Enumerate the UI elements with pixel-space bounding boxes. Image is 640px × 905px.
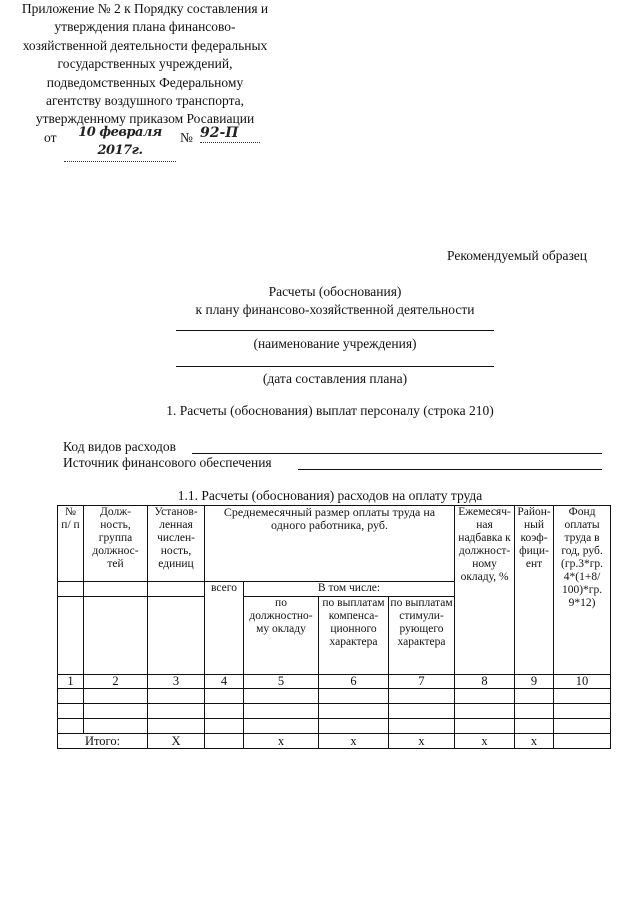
column-number: 10: [554, 675, 611, 689]
total-cell: х: [319, 734, 389, 749]
total-cell: х: [244, 734, 319, 749]
table-cell[interactable]: [515, 704, 554, 719]
appendix-line: государственных учреждений,: [57, 56, 233, 72]
appendix-note: [0, 0, 290, 159]
handwritten-number: 92-П: [200, 124, 260, 143]
table-row[interactable]: [58, 689, 611, 704]
from-label: от: [44, 129, 57, 145]
total-cell: Х: [148, 734, 205, 749]
total-cell[interactable]: [205, 734, 244, 749]
section-heading: 1. Расчеты (обоснования) выплат персоналу (строка 210): [166, 403, 494, 418]
blank-cell: [84, 582, 148, 597]
table-cell[interactable]: [554, 689, 611, 704]
appendix-line: утвержденному приказом Росавиации: [35, 111, 255, 127]
header-allowance: Ежемесяч- ная надбавка к должност- ному окладу, %: [455, 506, 515, 675]
header-regional-coefficient: Район- ный коэф- фици- ент: [515, 506, 554, 675]
institution-name-line[interactable]: [176, 330, 494, 331]
table-cell[interactable]: [205, 689, 244, 704]
table-cell[interactable]: [58, 719, 84, 734]
table-cell[interactable]: [515, 689, 554, 704]
column-number: 5: [244, 675, 319, 689]
blank-cell: [148, 597, 205, 675]
table-cell[interactable]: [554, 704, 611, 719]
payroll-table: [57, 505, 611, 749]
number-label: №: [180, 129, 193, 145]
table-cell[interactable]: [455, 704, 515, 719]
table-header-row: [58, 506, 611, 582]
table-row[interactable]: [58, 719, 611, 734]
blank-cell: [58, 597, 84, 675]
header-position: Долж- ность, группа должнос- тей: [84, 506, 148, 582]
header-salary: по должностно- му окладу: [244, 597, 319, 675]
table-cell[interactable]: [148, 704, 205, 719]
total-label: Итого:: [58, 734, 148, 749]
table-cell[interactable]: [205, 704, 244, 719]
blank-cell: [148, 582, 205, 597]
column-number: 7: [389, 675, 455, 689]
plan-date-line[interactable]: [176, 366, 494, 367]
column-number: 6: [319, 675, 389, 689]
table-cell[interactable]: [455, 689, 515, 704]
table-cell[interactable]: [244, 704, 319, 719]
total-cell[interactable]: [554, 734, 611, 749]
table-cell[interactable]: [84, 719, 148, 734]
expense-code-field[interactable]: [192, 453, 602, 454]
table-cell[interactable]: [244, 689, 319, 704]
subsection-heading: 1.1. Расчеты (обоснования) расходов на оплату труда: [177, 488, 483, 503]
appendix-line: хозяйственной деятельности федеральных: [22, 37, 268, 53]
plan-date-caption: (дата составления плана): [262, 371, 408, 386]
appendix-line: подведомственных Федеральному: [46, 74, 244, 90]
document-subtitle: к плану финансово-хозяйственной деятельности: [195, 302, 475, 317]
header-headcount: Установ- ленная числен- ность, единиц: [148, 506, 205, 582]
blank-cell: [58, 582, 84, 597]
table-cell[interactable]: [148, 689, 205, 704]
table-cell[interactable]: [244, 719, 319, 734]
order-date-number-line: [0, 124, 290, 159]
table-row[interactable]: [58, 704, 611, 719]
header-total: всего: [205, 582, 244, 675]
table-cell[interactable]: [319, 704, 389, 719]
column-number: 8: [455, 675, 515, 689]
table-cell[interactable]: [84, 689, 148, 704]
table-cell[interactable]: [58, 704, 84, 719]
header-number: № п/ п: [58, 506, 84, 582]
handwritten-date: 10 февраля 2017г.: [64, 124, 176, 162]
document-title: Расчеты (обоснования): [268, 284, 402, 299]
blank-cell: [84, 597, 148, 675]
column-number: 9: [515, 675, 554, 689]
table-cell[interactable]: [58, 689, 84, 704]
table-cell[interactable]: [515, 719, 554, 734]
table-cell[interactable]: [205, 719, 244, 734]
column-number-row: [58, 675, 611, 689]
header-stimulating: по выплатам стимули- рующего характера: [389, 597, 455, 675]
table-cell[interactable]: [84, 704, 148, 719]
appendix-line: Приложение № 2 к Порядку составления и: [21, 1, 269, 16]
header-annual-fund: Фонд оплаты труда в год, руб. (гр.3*гр. 4*(1+8/ 100)*гр. 9*12): [554, 506, 611, 675]
table-cell[interactable]: [319, 719, 389, 734]
funding-source-label: Источник финансового обеспечения: [63, 455, 272, 470]
column-number: 4: [205, 675, 244, 689]
expense-code-label: Код видов расходов: [63, 439, 177, 454]
appendix-line: утверждения плана финансово-: [54, 19, 236, 35]
table-cell[interactable]: [389, 704, 455, 719]
total-row: [58, 734, 611, 749]
table-cell[interactable]: [389, 719, 455, 734]
table-cell[interactable]: [389, 689, 455, 704]
table-cell[interactable]: [148, 719, 205, 734]
total-cell: х: [515, 734, 554, 749]
table-cell[interactable]: [319, 689, 389, 704]
column-number: 3: [148, 675, 205, 689]
recommended-sample-label: Рекомендуемый образец: [447, 248, 588, 263]
institution-name-caption: (наименование учреждения): [253, 336, 417, 351]
appendix-line: агентству воздушного транспорта,: [46, 93, 244, 109]
header-average-pay: Среднемесячный размер оплаты труда на одного работника, руб.: [205, 506, 455, 582]
table-cell[interactable]: [554, 719, 611, 734]
column-number: 1: [58, 675, 84, 689]
header-compensation: по выплатам компенса- ционного характера: [319, 597, 389, 675]
header-including: В том числе:: [244, 582, 455, 597]
table-cell[interactable]: [455, 719, 515, 734]
funding-source-field[interactable]: [298, 469, 602, 470]
total-cell: х: [455, 734, 515, 749]
column-number: 2: [84, 675, 148, 689]
total-cell: х: [389, 734, 455, 749]
